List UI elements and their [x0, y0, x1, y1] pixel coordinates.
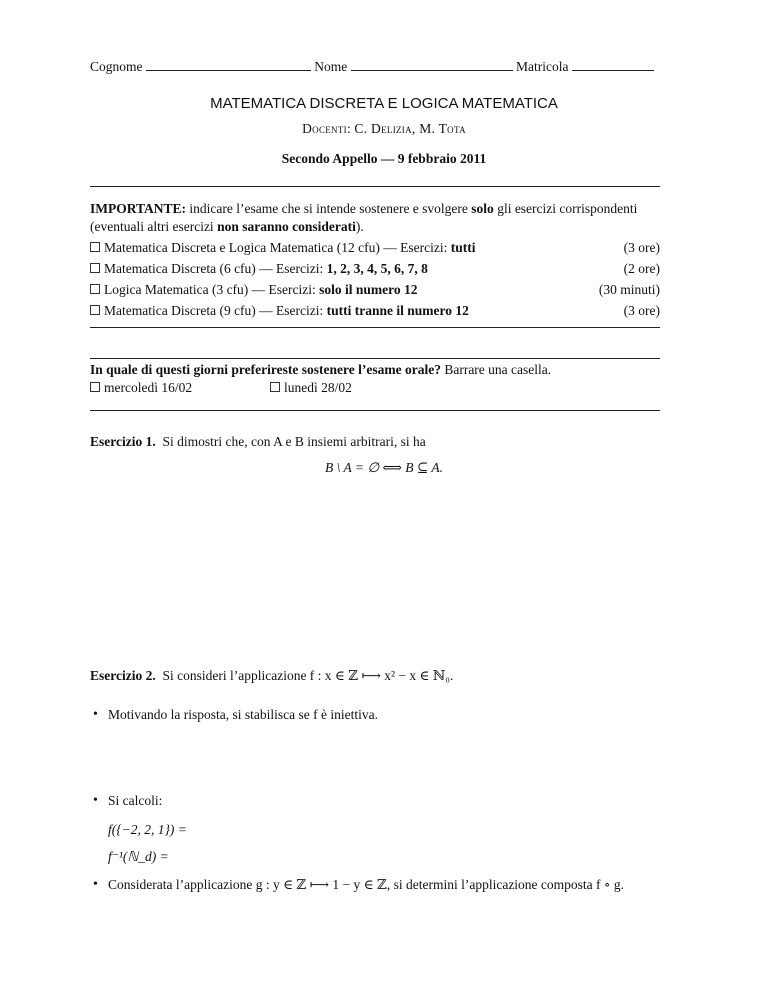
option-label: Matematica Discreta (9 cfu) — Esercizi: — [104, 303, 327, 318]
matricola-field[interactable] — [572, 58, 654, 71]
option-esercizi: 1, 2, 3, 4, 5, 6, 7, 8 — [326, 261, 428, 276]
checkbox[interactable] — [90, 305, 100, 315]
docenti-line — [0, 121, 768, 137]
exercise-1-label: Esercizio 1. — [90, 434, 156, 449]
orale-question — [90, 362, 665, 378]
divider-1 — [90, 186, 660, 187]
exercise-2-item-1: • Motivando la risposta, si stabilisca se f è iniettiva. — [108, 707, 378, 723]
exercise-2-item-2: • Si calcoli: — [108, 793, 162, 809]
orale-instruction: Barrare una casella. — [440, 362, 552, 377]
option-label: Matematica Discreta e Logica Matematica (12 cfu) — Esercizi: — [104, 240, 451, 255]
option-esercizi: tutti — [450, 240, 476, 255]
exam-option[interactable] — [90, 303, 660, 321]
divider-2 — [90, 327, 660, 328]
option-esercizi: tutti tranne il numero 12 — [326, 303, 469, 318]
nome-label: Nome — [314, 59, 348, 74]
option-duration: (2 ore) — [623, 261, 660, 276]
option-label: Logica Matematica (3 cfu) — Esercizi: — [104, 282, 320, 297]
important-solo: solo — [471, 201, 494, 216]
checkbox[interactable] — [90, 284, 100, 294]
nome-field[interactable] — [351, 58, 513, 71]
orale-day-option[interactable] — [90, 380, 192, 396]
checkbox[interactable] — [90, 263, 100, 273]
exam-option[interactable] — [90, 282, 660, 300]
matricola-label: Matricola — [516, 59, 569, 74]
cognome-field[interactable] — [146, 58, 311, 71]
page-title: MATEMATICA DISCRETA E LOGICA MATEMATICA — [210, 95, 558, 112]
appello-date: Secondo Appello — 9 febbraio 2011 — [281, 151, 487, 166]
checkbox[interactable] — [90, 382, 100, 392]
orale-question-text: In quale di questi giorni preferireste sostenere l’esame orale? — [90, 362, 441, 377]
exercise-1-text: Si dimostri che, con A e B insiemi arbitrari, si ha — [162, 434, 426, 449]
exercise-1 — [90, 434, 665, 450]
checkbox[interactable] — [270, 382, 280, 392]
option-duration: (30 minuti) — [598, 282, 660, 297]
important-text-1: indicare l’esame che si intende sostenere e svolgere — [186, 201, 472, 216]
option-duration: (3 ore) — [623, 240, 660, 255]
important-text-2: gli esercizi corrispondenti — [493, 201, 638, 216]
exercise-2 — [90, 668, 665, 684]
exercise-2-calc-2: f⁻¹(ℕ_d) = — [108, 849, 169, 864]
exam-option[interactable] — [90, 261, 660, 279]
important-text-3: (eventuali altri esercizi — [90, 219, 218, 234]
exam-option[interactable] — [90, 240, 660, 258]
orale-day-label: mercoledì 16/02 — [104, 380, 193, 395]
checkbox[interactable] — [90, 242, 100, 252]
exercise-2-text: Si consideri l’applicazione f : x ∈ ℤ ⟼ x² − x ∈ ℕ₀. — [162, 668, 454, 683]
divider-4 — [90, 410, 660, 411]
important-lead: IMPORTANTE: — [90, 201, 187, 216]
important-text-4: ). — [355, 219, 364, 234]
important-notice — [90, 200, 665, 236]
option-label: Matematica Discreta (6 cfu) — Esercizi: — [104, 261, 327, 276]
option-duration: (3 ore) — [623, 303, 660, 318]
student-info-line — [90, 58, 660, 76]
exercise-2-label: Esercizio 2. — [90, 668, 156, 683]
cognome-label: Cognome — [90, 59, 143, 74]
option-esercizi: solo il numero 12 — [319, 282, 418, 297]
exercise-1-formula: B \ A = ∅ ⟺ B ⊆ A. — [325, 460, 443, 475]
orale-day-label: lunedì 28/02 — [284, 380, 352, 395]
exercise-2-item-3: • Considerata l’applicazione g : y ∈ ℤ ⟼ 1 − y ∈ ℤ, si determini l’applicazione composta f ∘ g. — [108, 877, 668, 893]
docenti-label: Docenti: — [302, 121, 352, 136]
divider-3 — [90, 358, 660, 359]
exercise-2-calc-1: f({−2, 2, 1}) = — [108, 822, 187, 837]
docenti-names: C. Delizia, M. Tota — [354, 121, 466, 136]
important-non: non saranno considerati — [217, 219, 356, 234]
orale-day-option[interactable] — [270, 380, 352, 396]
